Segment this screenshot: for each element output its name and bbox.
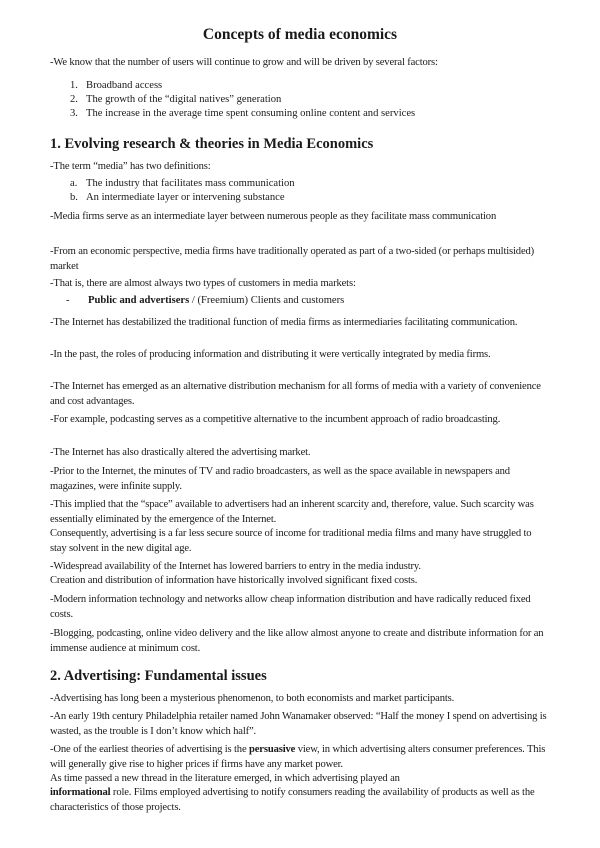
paragraph: Creation and distribution of information have historically involved significant fixed costs. <box>50 575 418 586</box>
paragraph: -The Internet has destabilized the traditional function of media firms as intermediaries facilitating communication. <box>50 317 518 328</box>
customer-item: - Public and advertisers / (Freemium) Clients and customers <box>66 295 345 306</box>
paragraph: -An early 19th century Philadelphia retailer named John Wanamaker observed: “Half the money I spend on advertising is wasted, as the trouble is I don’t know which half”. <box>50 711 547 737</box>
paragraph: -Widespread availability of the Internet has lowered barriers to entry in the media industry. <box>50 561 421 572</box>
factor-item: 1. Broadband access <box>70 80 163 91</box>
factor-item: 3. The increase in the average time spent consuming online content and services <box>70 108 416 119</box>
section-heading: 2. Advertising: Fundamental issues <box>50 668 267 684</box>
paragraph: -The Internet has also drastically altered the advertising market. <box>50 447 311 458</box>
paragraph: -The Internet has emerged as an alternative distribution mechanism for all forms of media with a variety of convenience and cost advantages. <box>50 381 541 407</box>
paragraph: -In the past, the roles of producing information and distributing it were vertically integrated by media firms. <box>50 349 491 360</box>
definition-item: a. The industry that facilitates mass communication <box>70 178 295 189</box>
paragraph: -Advertising has long been a mysterious phenomenon, to both economists and market participants. <box>50 693 455 704</box>
factor-item: 2. The growth of the “digital natives” generation <box>70 94 282 105</box>
page-title: Concepts of media economics <box>202 26 398 43</box>
paragraph: Consequently, advertising is a far less secure source of income for traditional media films and many have struggled to stay solvent in the new digital age. <box>50 528 532 554</box>
intro-paragraph: -We know that the number of users will continue to grow and will be driven by several factors: <box>50 57 438 68</box>
section-heading: 1. Evolving research & theories in Media Economics <box>50 136 374 152</box>
paragraph: -Media firms serve as an intermediate layer between numerous people as they facilitate mass communication <box>50 211 497 222</box>
paragraph: -For example, podcasting serves as a competitive alternative to the incumbent approach of radio broadcasting. <box>50 414 501 425</box>
paragraph: -The term “media” has two definitions: <box>50 161 211 172</box>
paragraph: -One of the earliest theories of advertising is the persuasive view, in which advertising alters consumer preferences. This will generally give rise to higher prices if firms have any market power. <box>50 744 546 770</box>
paragraph: -Blogging, podcasting, online video delivery and the like allow almost anyone to create and distribute information for an immense audience at minimum cost. <box>50 628 544 654</box>
paragraph: -From an economic perspective, media firms have traditionally operated as part of a two-sided (or perhaps multisided) market <box>50 246 535 272</box>
paragraph: -Modern information technology and networks allow cheap information distribution and have radically reduced fixed costs. <box>50 594 531 620</box>
definition-item: b. An intermediate layer or intervening substance <box>70 192 285 203</box>
paragraph: -Prior to the Internet, the minutes of TV and radio broadcasters, as well as the space available in newspapers and magazines, were infinite supply. <box>50 466 510 492</box>
paragraph: As time passed a new thread in the literature emerged, in which advertising played an <box>50 773 400 784</box>
paragraph: -That is, there are almost always two types of customers in media markets: <box>50 278 356 289</box>
paragraph: -This implied that the “space” available to advertisers had an inherent scarcity and, therefore, value. Such scarcity was essentially eliminated by the emergence of the Internet. <box>50 499 534 525</box>
paragraph: informational role. Films employed advertising to notify consumers reading the availability of products as well as the characteristics of those projects. <box>50 787 535 813</box>
